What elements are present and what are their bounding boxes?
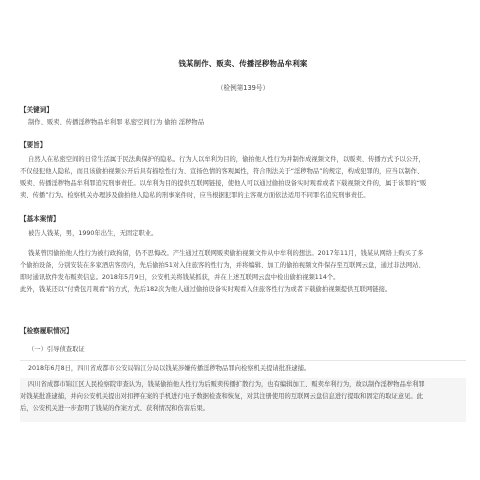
performance-header: 【检察履职情况】 [20,327,73,335]
performance-subheading: （一）引导侦查取证 [28,346,85,353]
facts-line: 钱某曾因偷拍他人性行为被行政拘留，仍不思悔改。产生通过互联网贩卖偷拍视频文件从中牟利的想法。2017年11月，钱某从网络上购买了多 [28,250,424,257]
performance-line: 对钱某批准逮捕，并向公安机关提出对扣押在案的手机进行电子数据检查和恢复，对其注册使用的互联网云盘信息进行提取和固定的取证意见。此 [20,393,423,400]
divider [20,360,466,361]
facts-line: 被告人钱某，男，1990年出生，无固定职业。 [28,230,158,237]
document-subtitle: （检例第139号） [216,84,270,92]
summary-header: 【要旨】 [20,141,47,149]
summary-line: 贩卖、传播淫秽物品牟利罪追究刑事责任。以牟利为目的提供互联网链接，使他人可以通过偷拍设备实时观看或者下载视频文件的，属于该罪的“贩 [20,180,427,187]
performance-line: 四川省成都市锦江区人民检察院审查认为，钱某偷拍他人性行为后贩卖传播扩散行为，也有编辑加工、贩卖牟利行为，故以制作淫秽物品牟利罪 [28,381,425,388]
facts-header: 【基本案情】 [20,215,60,223]
summary-line: 不仅侵犯他人隐私，而且该偷拍视频公开后具有描绘性行为、宣扬色情的客观属性，符合刑法关于“淫秽物品”的规定，构成犯罪的，应当以制作、 [20,168,424,175]
performance-line: 2018年6月8日，四川省成都市公安局锦江分局以钱某涉嫌传播淫秽物品罪向检察机关提请批准逮捕。 [28,365,311,372]
facts-line: 此外，钱某还以“付费包月观看”的方式，先后182次为他人通过偷拍设备实时观看入住旅客性行为或者下载偷拍视频提供互联网链接。 [20,286,392,293]
keywords-text: 制作、贩卖、传播淫秽物品牟利罪 私密空间行为 偷拍 淫秽物品 [28,119,205,126]
performance-line: 后，公安机关进一步查明了钱某的作案方式、获利情况和伤害后果。 [20,405,209,412]
facts-line: 即时通讯软件发布贩卖信息。2018年5月9日，公安机关将钱某抓获，并在上述互联网云盘中检出偷拍视频114个。 [20,274,340,281]
facts-line: 个偷拍设备，分别安装在多家酒店客房内，先后偷拍51对入住旅客的性行为，并将编辑、加工的偷拍视频文件保存至互联网云盘，通过非法网站、 [20,262,425,269]
summary-line: 自然人在私密空间的日常生活属于民法典保护的隐私。行为人以牟利为目的，偷拍他人性行为并制作成视频文件，以贩卖、传播方式予以公开， [28,156,425,163]
summary-line: 卖、传播”行为。检察机关办理涉及偷拍他人隐私的刑事案件时，应当根据犯罪的主客观方面依法适用不同罪名追究刑事责任。 [20,192,370,199]
document-title: 钱某制作、贩卖、传播淫秽物品牟利案 [178,59,308,68]
keywords-header: 【关键词】 [20,106,53,114]
